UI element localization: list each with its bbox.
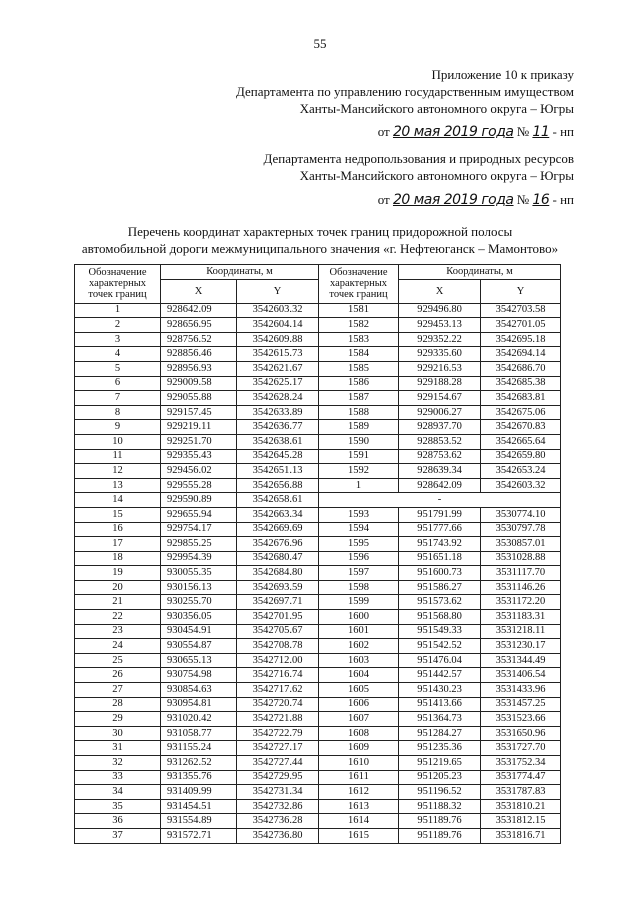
order-date-handwritten: 20 мая 2019 года — [392, 192, 514, 208]
y-cell: 3542722.79 — [237, 726, 319, 741]
point-id-cell: 1610 — [319, 756, 399, 771]
y-cell: 3531230.17 — [481, 639, 561, 654]
x-cell: 951586.27 — [399, 580, 481, 595]
table-row — [75, 566, 561, 581]
y-cell: 3542636.77 — [237, 420, 319, 435]
table-row — [75, 726, 561, 741]
y-cell: 3542727.17 — [237, 741, 319, 756]
table-row — [75, 741, 561, 756]
order-number-label: № — [516, 192, 530, 207]
header-point: Обозначение характерных точек границ — [75, 265, 161, 304]
point-id-cell: 1592 — [319, 464, 399, 479]
x-cell: 929251.70 — [161, 434, 237, 449]
point-id-cell: 1594 — [319, 522, 399, 537]
header-coords: Координаты, м — [399, 265, 561, 280]
table-row — [75, 653, 561, 668]
point-id-cell: 28 — [75, 697, 161, 712]
table-row — [75, 420, 561, 435]
y-cell: 3542693.59 — [237, 580, 319, 595]
page-number: 55 — [313, 36, 327, 51]
y-cell: 3542736.28 — [237, 814, 319, 829]
point-id-cell: 1595 — [319, 537, 399, 552]
x-cell: 929754.17 — [161, 522, 237, 537]
point-id-cell: 3 — [75, 332, 161, 347]
y-cell: 3530774.10 — [481, 507, 561, 522]
point-id-cell: 36 — [75, 814, 161, 829]
coordinates-table — [74, 264, 561, 844]
y-cell: 3531146.26 — [481, 580, 561, 595]
x-cell: 951364.73 — [399, 712, 481, 727]
y-cell: 3542656.88 — [237, 478, 319, 493]
point-id-cell: 1582 — [319, 318, 399, 333]
order-suffix: - нп — [552, 124, 574, 139]
table-row — [75, 770, 561, 785]
table-row — [75, 639, 561, 654]
table-row — [75, 668, 561, 683]
point-id-cell: 14 — [75, 493, 161, 508]
y-cell: 3542721.88 — [237, 712, 319, 727]
x-cell: 951568.80 — [399, 610, 481, 625]
table-row — [75, 303, 561, 318]
y-cell: 3531812.15 — [481, 814, 561, 829]
appendix2-line: Ханты-Мансийского автономного округа – Югры — [299, 168, 574, 183]
y-cell: 3531117.70 — [481, 566, 561, 581]
order-line-1 — [378, 124, 574, 140]
y-cell: 3542665.64 — [481, 434, 561, 449]
y-cell: 3542625.17 — [237, 376, 319, 391]
header-coords: Координаты, м — [161, 265, 319, 280]
x-cell: 951235.36 — [399, 741, 481, 756]
y-cell: 3542732.86 — [237, 799, 319, 814]
x-cell: 951743.92 — [399, 537, 481, 552]
header-point: Обозначение характерных точек границ — [319, 265, 399, 304]
y-cell: 3542697.71 — [237, 595, 319, 610]
y-cell: 3542621.67 — [237, 361, 319, 376]
point-id-cell: 16 — [75, 522, 161, 537]
table-row — [75, 376, 561, 391]
point-id-cell: 1609 — [319, 741, 399, 756]
empty-cell: - — [319, 493, 561, 508]
point-id-cell: 1584 — [319, 347, 399, 362]
table-row — [75, 551, 561, 566]
point-id-cell: 11 — [75, 449, 161, 464]
point-id-cell: 8 — [75, 405, 161, 420]
y-cell: 3542603.32 — [237, 303, 319, 318]
table-row — [75, 785, 561, 800]
y-cell: 3542670.83 — [481, 420, 561, 435]
y-cell: 3542603.32 — [481, 478, 561, 493]
x-cell: 929655.94 — [161, 507, 237, 522]
x-cell: 930554.87 — [161, 639, 237, 654]
x-cell: 930854.63 — [161, 683, 237, 698]
x-cell: 929590.89 — [161, 493, 237, 508]
point-id-cell: 1591 — [319, 449, 399, 464]
x-cell: 930954.81 — [161, 697, 237, 712]
y-cell: 3542701.05 — [481, 318, 561, 333]
point-id-cell: 30 — [75, 726, 161, 741]
y-cell: 3542684.80 — [237, 566, 319, 581]
x-cell: 928856.46 — [161, 347, 237, 362]
x-cell: 929006.27 — [399, 405, 481, 420]
point-id-cell: 37 — [75, 828, 161, 843]
x-cell: 930655.13 — [161, 653, 237, 668]
table-row — [75, 610, 561, 625]
x-cell: 951219.65 — [399, 756, 481, 771]
x-cell: 930055.35 — [161, 566, 237, 581]
x-cell: 931409.99 — [161, 785, 237, 800]
table-row — [75, 756, 561, 771]
point-id-cell: 12 — [75, 464, 161, 479]
point-id-cell: 1590 — [319, 434, 399, 449]
y-cell: 3542683.81 — [481, 391, 561, 406]
y-cell: 3531816.71 — [481, 828, 561, 843]
y-cell: 3531433.96 — [481, 683, 561, 698]
x-cell: 929216.53 — [399, 361, 481, 376]
x-cell: 928656.95 — [161, 318, 237, 333]
x-cell: 951651.18 — [399, 551, 481, 566]
point-id-cell: 1586 — [319, 376, 399, 391]
x-cell: 951196.52 — [399, 785, 481, 800]
order-date-handwritten: 20 мая 2019 года — [392, 124, 514, 140]
table-row — [75, 449, 561, 464]
appendix2-line: Департамента недропользования и природных ресурсов — [263, 151, 574, 166]
x-cell: 951205.23 — [399, 770, 481, 785]
point-id-cell: 1585 — [319, 361, 399, 376]
x-cell: 929219.11 — [161, 420, 237, 435]
y-cell: 3542694.14 — [481, 347, 561, 362]
point-id-cell: 1601 — [319, 624, 399, 639]
table-row — [75, 318, 561, 333]
point-id-cell: 26 — [75, 668, 161, 683]
table-row — [75, 405, 561, 420]
y-cell: 3542638.61 — [237, 434, 319, 449]
appendix-header — [236, 66, 574, 117]
y-cell: 3531218.11 — [481, 624, 561, 639]
x-cell: 931355.76 — [161, 770, 237, 785]
header-x: X — [161, 279, 237, 303]
point-id-cell: 1596 — [319, 551, 399, 566]
x-cell: 929188.28 — [399, 376, 481, 391]
y-cell: 3542633.89 — [237, 405, 319, 420]
coordinates-table-body — [75, 303, 561, 843]
y-cell: 3542658.61 — [237, 493, 319, 508]
x-cell: 928753.62 — [399, 449, 481, 464]
y-cell: 3531650.96 — [481, 726, 561, 741]
y-cell: 3531406.54 — [481, 668, 561, 683]
y-cell: 3542653.24 — [481, 464, 561, 479]
order-number-handwritten: 16 — [532, 192, 550, 208]
point-id-cell: 25 — [75, 653, 161, 668]
point-id-cell: 2 — [75, 318, 161, 333]
y-cell: 3542708.78 — [237, 639, 319, 654]
y-cell: 3530857.01 — [481, 537, 561, 552]
point-id-cell: 1588 — [319, 405, 399, 420]
x-cell: 929954.39 — [161, 551, 237, 566]
table-row — [75, 464, 561, 479]
y-cell: 3542712.00 — [237, 653, 319, 668]
x-cell: 928937.70 — [399, 420, 481, 435]
x-cell: 928853.52 — [399, 434, 481, 449]
point-id-cell: 1607 — [319, 712, 399, 727]
table-row — [75, 522, 561, 537]
y-cell: 3542659.80 — [481, 449, 561, 464]
table-row — [75, 478, 561, 493]
point-id-cell: 13 — [75, 478, 161, 493]
x-cell: 928956.93 — [161, 361, 237, 376]
x-cell: 931058.77 — [161, 726, 237, 741]
x-cell: 931572.71 — [161, 828, 237, 843]
document-title — [0, 223, 640, 257]
point-id-cell: 4 — [75, 347, 161, 362]
point-id-cell: 1597 — [319, 566, 399, 581]
x-cell: 951777.66 — [399, 522, 481, 537]
x-cell: 931454.51 — [161, 799, 237, 814]
x-cell: 929496.80 — [399, 303, 481, 318]
y-cell: 3531344.49 — [481, 653, 561, 668]
order-number-handwritten: 11 — [532, 124, 550, 140]
table-row — [75, 799, 561, 814]
y-cell: 3542703.58 — [481, 303, 561, 318]
y-cell: 3531810.21 — [481, 799, 561, 814]
point-id-cell: 1603 — [319, 653, 399, 668]
y-cell: 3542720.74 — [237, 697, 319, 712]
point-id-cell: 31 — [75, 741, 161, 756]
point-id-cell: 22 — [75, 610, 161, 625]
y-cell: 3542717.62 — [237, 683, 319, 698]
point-id-cell: 34 — [75, 785, 161, 800]
order-prefix: от — [377, 124, 390, 139]
x-cell: 951188.32 — [399, 799, 481, 814]
point-id-cell: 27 — [75, 683, 161, 698]
x-cell: 930754.98 — [161, 668, 237, 683]
x-cell: 951284.27 — [399, 726, 481, 741]
point-id-cell: 6 — [75, 376, 161, 391]
point-id-cell: 1614 — [319, 814, 399, 829]
x-cell: 951791.99 — [399, 507, 481, 522]
y-cell: 3531774.47 — [481, 770, 561, 785]
table-row — [75, 391, 561, 406]
x-cell: 929157.45 — [161, 405, 237, 420]
point-id-cell: 1613 — [319, 799, 399, 814]
x-cell: 929009.58 — [161, 376, 237, 391]
point-id-cell: 23 — [75, 624, 161, 639]
x-cell: 951189.76 — [399, 814, 481, 829]
x-cell: 951549.33 — [399, 624, 481, 639]
appendix-line: Ханты-Мансийского автономного округа – Югры — [299, 101, 574, 116]
point-id-cell: 21 — [75, 595, 161, 610]
x-cell: 929055.88 — [161, 391, 237, 406]
point-id-cell: 1587 — [319, 391, 399, 406]
appendix-line: Приложение 10 к приказу — [431, 67, 574, 82]
y-cell: 3542731.34 — [237, 785, 319, 800]
point-id-cell: 1 — [75, 303, 161, 318]
table-row — [75, 537, 561, 552]
table-row — [75, 624, 561, 639]
point-id-cell: 1598 — [319, 580, 399, 595]
y-cell: 3531727.70 — [481, 741, 561, 756]
table-row — [75, 347, 561, 362]
table-row — [75, 332, 561, 347]
y-cell: 3531457.25 — [481, 697, 561, 712]
point-id-cell: 33 — [75, 770, 161, 785]
y-cell: 3542705.67 — [237, 624, 319, 639]
title-line: Перечень координат характерных точек границ придорожной полосы — [127, 224, 513, 239]
appendix-line: Департамента по управлению государственным имуществом — [236, 84, 574, 99]
y-cell: 3542736.80 — [237, 828, 319, 843]
x-cell: 930356.05 — [161, 610, 237, 625]
y-cell: 3542663.34 — [237, 507, 319, 522]
y-cell: 3542604.14 — [237, 318, 319, 333]
x-cell: 930156.13 — [161, 580, 237, 595]
point-id-cell: 1602 — [319, 639, 399, 654]
x-cell: 951442.57 — [399, 668, 481, 683]
point-id-cell: 1606 — [319, 697, 399, 712]
y-cell: 3542716.74 — [237, 668, 319, 683]
point-id-cell: 1593 — [319, 507, 399, 522]
point-id-cell: 10 — [75, 434, 161, 449]
table-row — [75, 507, 561, 522]
order-prefix: от — [377, 192, 390, 207]
x-cell: 929453.13 — [399, 318, 481, 333]
point-id-cell: 1604 — [319, 668, 399, 683]
x-cell: 930255.70 — [161, 595, 237, 610]
table-row — [75, 493, 561, 508]
y-cell: 3542676.96 — [237, 537, 319, 552]
point-id-cell: 5 — [75, 361, 161, 376]
point-id-cell: 19 — [75, 566, 161, 581]
y-cell: 3542686.70 — [481, 361, 561, 376]
title-line: автомобильной дороги межмуниципального значения «г. Нефтеюганск – Мамонтово» — [81, 241, 559, 256]
table-row — [75, 595, 561, 610]
y-cell: 3542729.95 — [237, 770, 319, 785]
y-cell: 3542609.88 — [237, 332, 319, 347]
point-id-cell: 24 — [75, 639, 161, 654]
appendix2-header — [264, 150, 575, 184]
order-number-label: № — [516, 124, 530, 139]
y-cell: 3542669.69 — [237, 522, 319, 537]
y-cell: 3542685.38 — [481, 376, 561, 391]
header-y: Y — [237, 279, 319, 303]
point-id-cell: 1589 — [319, 420, 399, 435]
x-cell: 951189.76 — [399, 828, 481, 843]
y-cell: 3542675.06 — [481, 405, 561, 420]
x-cell: 951573.62 — [399, 595, 481, 610]
x-cell: 929335.60 — [399, 347, 481, 362]
point-id-cell: 1600 — [319, 610, 399, 625]
x-cell: 931020.42 — [161, 712, 237, 727]
x-cell: 951542.52 — [399, 639, 481, 654]
x-cell: 928639.34 — [399, 464, 481, 479]
point-id-cell: 1608 — [319, 726, 399, 741]
y-cell: 3542695.18 — [481, 332, 561, 347]
y-cell: 3542628.24 — [237, 391, 319, 406]
y-cell: 3531183.31 — [481, 610, 561, 625]
x-cell: 951476.04 — [399, 653, 481, 668]
x-cell: 951430.23 — [399, 683, 481, 698]
y-cell: 3531028.88 — [481, 551, 561, 566]
x-cell: 931155.24 — [161, 741, 237, 756]
point-id-cell: 1615 — [319, 828, 399, 843]
point-id-cell: 1 — [319, 478, 399, 493]
table-row — [75, 828, 561, 843]
x-cell: 929154.67 — [399, 391, 481, 406]
table-row — [75, 580, 561, 595]
point-id-cell: 17 — [75, 537, 161, 552]
point-id-cell: 20 — [75, 580, 161, 595]
header-y: Y — [481, 279, 561, 303]
y-cell: 3542645.28 — [237, 449, 319, 464]
x-cell: 929456.02 — [161, 464, 237, 479]
x-cell: 928756.52 — [161, 332, 237, 347]
x-cell: 931262.52 — [161, 756, 237, 771]
y-cell: 3542615.73 — [237, 347, 319, 362]
x-cell: 951413.66 — [399, 697, 481, 712]
order-line-2 — [378, 192, 574, 208]
y-cell: 3531523.66 — [481, 712, 561, 727]
point-id-cell: 18 — [75, 551, 161, 566]
point-id-cell: 7 — [75, 391, 161, 406]
table-row — [75, 434, 561, 449]
y-cell: 3531787.83 — [481, 785, 561, 800]
y-cell: 3531752.34 — [481, 756, 561, 771]
y-cell: 3542680.47 — [237, 551, 319, 566]
point-id-cell: 32 — [75, 756, 161, 771]
y-cell: 3542727.44 — [237, 756, 319, 771]
point-id-cell: 1583 — [319, 332, 399, 347]
order-suffix: - нп — [552, 192, 574, 207]
table-row — [75, 361, 561, 376]
header-x: X — [399, 279, 481, 303]
table-row — [75, 814, 561, 829]
point-id-cell: 1605 — [319, 683, 399, 698]
table-row — [75, 697, 561, 712]
point-id-cell: 9 — [75, 420, 161, 435]
table-row — [75, 683, 561, 698]
x-cell: 930454.91 — [161, 624, 237, 639]
y-cell: 3542701.95 — [237, 610, 319, 625]
x-cell: 928642.09 — [161, 303, 237, 318]
y-cell: 3531172.20 — [481, 595, 561, 610]
point-id-cell: 1599 — [319, 595, 399, 610]
x-cell: 929855.25 — [161, 537, 237, 552]
x-cell: 928642.09 — [399, 478, 481, 493]
point-id-cell: 1581 — [319, 303, 399, 318]
point-id-cell: 35 — [75, 799, 161, 814]
point-id-cell: 29 — [75, 712, 161, 727]
table-row — [75, 712, 561, 727]
y-cell: 3542651.13 — [237, 464, 319, 479]
point-id-cell: 15 — [75, 507, 161, 522]
point-id-cell: 1612 — [319, 785, 399, 800]
x-cell: 931554.89 — [161, 814, 237, 829]
x-cell: 951600.73 — [399, 566, 481, 581]
point-id-cell: 1611 — [319, 770, 399, 785]
x-cell: 929355.43 — [161, 449, 237, 464]
y-cell: 3530797.78 — [481, 522, 561, 537]
x-cell: 929555.28 — [161, 478, 237, 493]
x-cell: 929352.22 — [399, 332, 481, 347]
